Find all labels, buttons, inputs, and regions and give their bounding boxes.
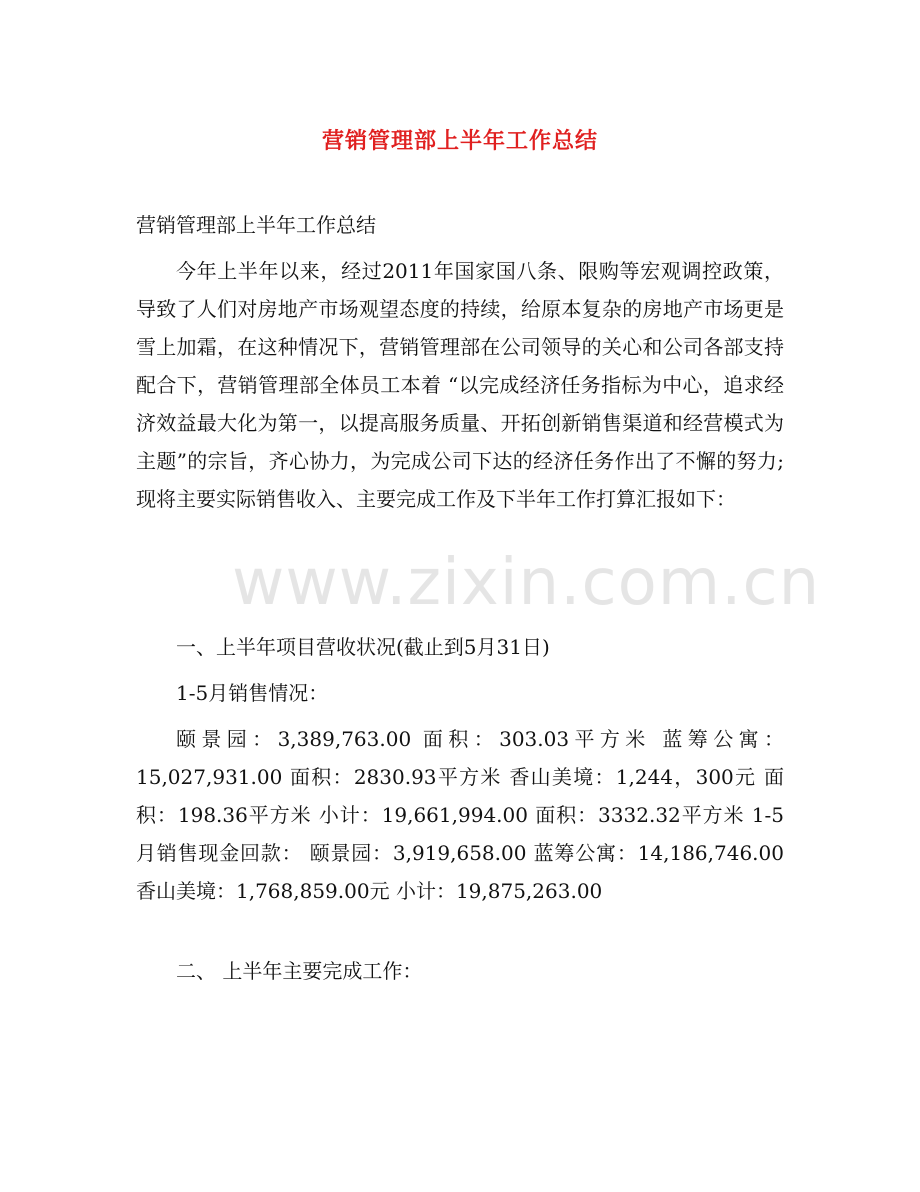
sales-details: 颐景园：3,389,763.00 面积：303.03平方米 蓝筹公寓：15,027,931.00 面积：2830.93平方米 香山美境：1,244，300元 面积：198.36平方米 小计：19,661,994.00 面积：3332.32平方米 1-5月销售现金回款： 颐景园：3,919,658.00 蓝筹公寓：14,186,746.00 香山美境：1,768,859.00元 小计：19,875,263.00 xyxy=(136,727,784,903)
section1-heading-block xyxy=(136,628,784,666)
intro-paragraph-block xyxy=(136,252,784,518)
sales-details-block xyxy=(136,720,784,910)
intro-paragraph: 今年上半年以来，经过2011年国家国八条、限购等宏观调控政策，导致了人们对房地产市场观望态度的持续，给原本复杂的房地产市场更是雪上加霜，在这种情况下，营销管理部在公司领导的关心和公司各部支持配合下，营销管理部全体员工本着 “以完成经济任务指标为中心，追求经济效益最大化为第一，以提高服务质量、开拓创新销售渠道和经营模式为主题”的宗旨，齐心协力，为完成公司下达的经济任务作出了不懈的努力;现将主要实际销售收入、主要完成工作及下半年工作打算汇报如下： xyxy=(136,259,784,511)
document-subtitle: 营销管理部上半年工作总结 xyxy=(136,213,376,237)
sales-title-block xyxy=(136,674,784,712)
watermark: www.zixin.com.cn xyxy=(232,546,821,620)
sales-title: 1-5月销售情况： xyxy=(176,681,329,705)
section1-heading: 一、上半年项目营收状况(截止到5月31日) xyxy=(176,635,550,659)
section2-heading: 二、 上半年主要完成工作： xyxy=(176,959,423,983)
document-title: 营销管理部上半年工作总结 xyxy=(321,128,598,154)
section2-heading-block xyxy=(136,952,784,990)
